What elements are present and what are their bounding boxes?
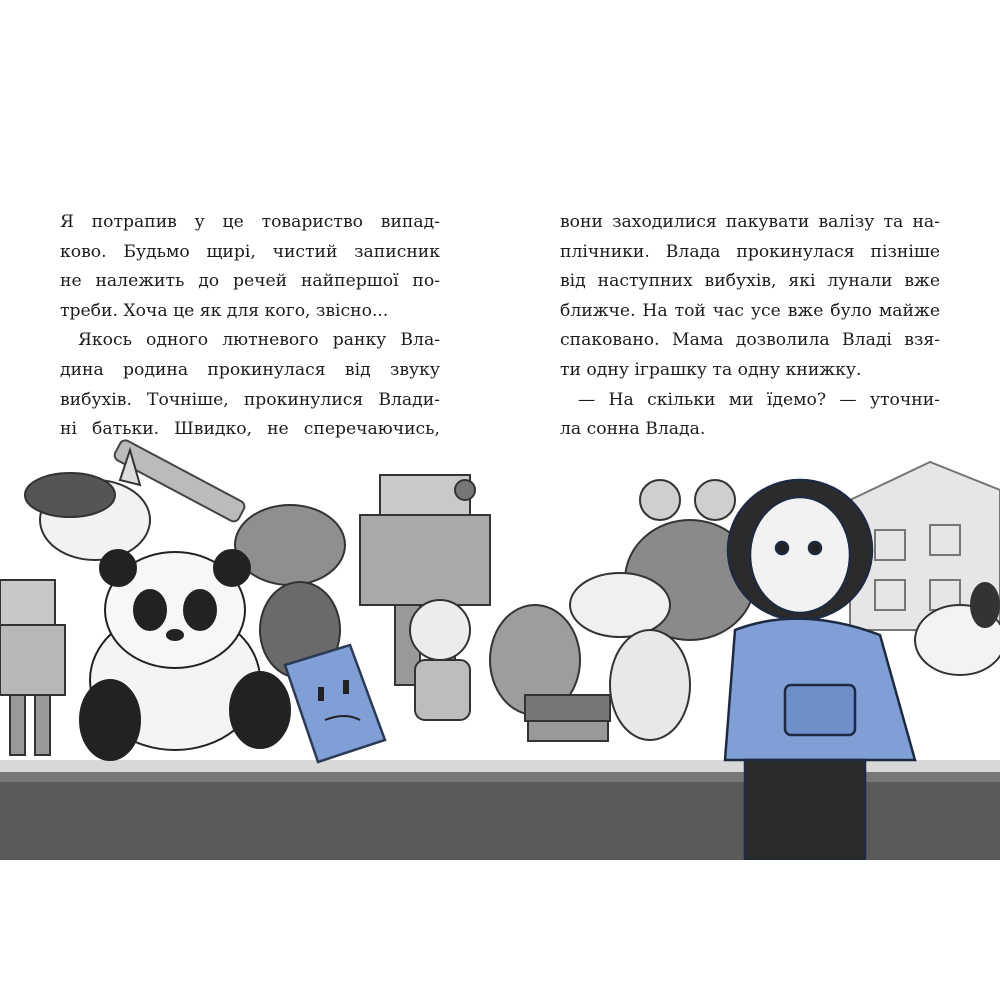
text-line: ні батьки. Швидко, не сперечаючись, [60,419,440,440]
illustration-svg [0,430,1000,860]
text-line: треби. Хоча це як для кого, звісно... [60,300,389,321]
toy-unicorn [25,450,150,560]
text-line: не належить до речей найпершої по- [60,271,440,292]
text-line: Я потрапив у це товариство випад- [60,212,440,232]
text-line: вибухів. Точніше, прокинулися Влади- [60,389,440,410]
right-text-column [560,208,940,445]
left-text-column [60,208,440,445]
text-line: вони заходилися пакувати валізу та на- [560,212,940,232]
toy-tin-robot [0,580,65,755]
text-line: плічники. Влада прокинулася пізніше [560,241,940,262]
text-line: дина родина прокинулася від звуку [60,359,440,380]
text-line: ближче. На той час усе вже було майже [560,300,940,321]
text-line: спаковано. Мама дозволила Владі взя- [560,330,940,351]
text-line: Якось одного лютневого ранку Вла- [78,330,440,351]
text-line: від наступних вибухів, які лунали вже [560,271,940,292]
text-line: — На скільки ми їдемо? — уточни- [578,389,940,410]
text-line: ла сонна Влада. [560,419,706,440]
text-line: ти одну іграшку та одну книжку. [560,359,862,380]
toys-illustration [0,430,1000,860]
book-stack [525,695,610,741]
toy-panda [80,550,290,760]
text-line: ково. Будьмо щирі, чистий записник [60,241,440,262]
notebook-character [285,645,385,762]
